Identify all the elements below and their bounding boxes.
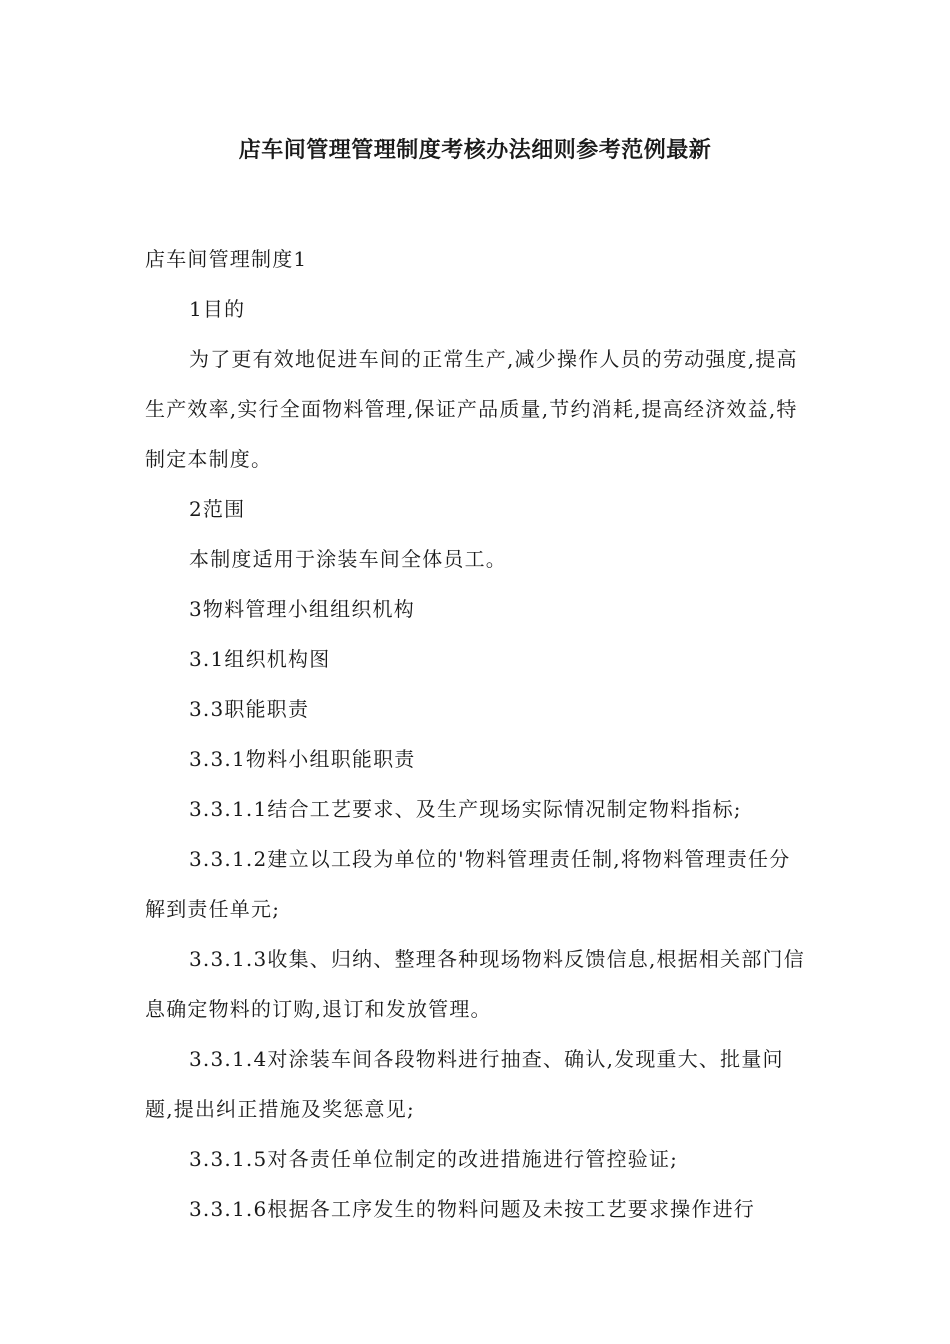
section-heading: 店车间管理制度1 <box>145 247 308 271</box>
paragraph: 3.3.1.5对各责任单位制定的改进措施进行管控验证; <box>189 1147 679 1171</box>
paragraph: 3.3.1.1结合工艺要求、及生产现场实际情况制定物料指标; <box>189 797 742 821</box>
paragraph: 3.3.1.3收集、归纳、整理各种现场物料反馈信息,根据相关部门信息确定物料的订购,退订和发放管理。 <box>145 947 805 1021</box>
paragraph: 3物料管理小组组织机构 <box>189 597 415 621</box>
document-body <box>145 234 810 1234</box>
paragraph: 3.3.1物料小组职能职责 <box>189 747 416 771</box>
paragraph: 3.1组织机构图 <box>189 647 331 671</box>
document-title: 店车间管理管理制度考核办法细则参考范例最新 <box>238 138 712 163</box>
paragraph: 2范围 <box>189 497 246 521</box>
paragraph: 3.3.1.4对涂装车间各段物料进行抽查、确认,发现重大、批量问题,提出纠正措施及奖惩意见; <box>145 1047 784 1121</box>
paragraph: 1目的 <box>189 297 246 321</box>
paragraph: 3.3职能职责 <box>189 697 310 721</box>
paragraph: 3.3.1.6根据各工序发生的物料问题及未按工艺要求操作进行 <box>189 1197 755 1221</box>
paragraph: 3.3.1.2建立以工段为单位的'物料管理责任制,将物料管理责任分解到责任单元; <box>145 847 791 921</box>
paragraph: 本制度适用于涂装车间全体员工。 <box>189 547 507 571</box>
paragraph: 为了更有效地促进车间的正常生产,减少操作人员的劳动强度,提高生产效率,实行全面物料管理,保证产品质量,节约消耗,提高经济效益,特制定本制度。 <box>145 347 798 471</box>
